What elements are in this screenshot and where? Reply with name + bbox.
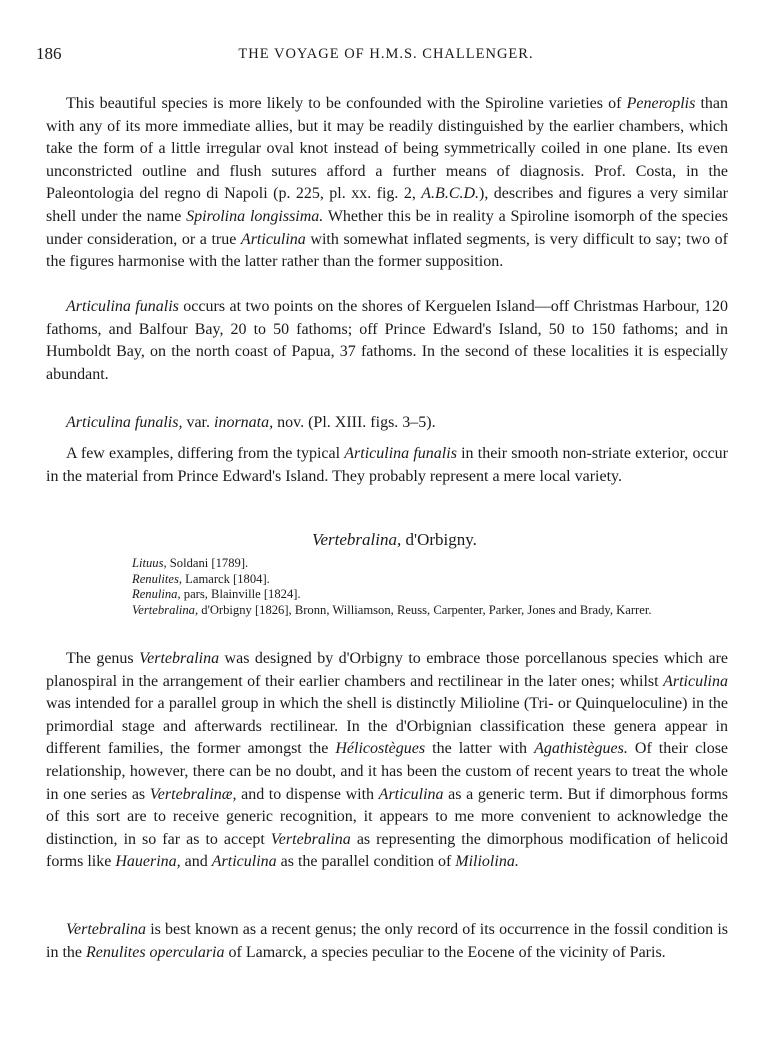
synonymy-entry: Renulina, pars, Blainville [1824]. [132, 587, 301, 601]
document-page: 186 THE VOYAGE OF H.M.S. CHALLENGER. This beautiful species is more likely to be confounded with the Spiroline varieties of Peneroplis than with any of its more immediate allies, but it may be readily distinguished by the earlier chambers, which take the form of a little irregular oval knot instead of being symmetrically coiled in one plane. Its even unconstricted outline and flush sutures afford a further means of diagnosis. Prof. Costa, in the Paleontologia del regno di Napoli (p. 225, pl. xx. fig. 2, A.B.C.D.), describes and figures a very similar shell under the name Spirolina longissima. Whether this be in reality a Spiroline isomorph of the species under consideration, or a true Articulina with somewhat inflated segments, is very difficult to say; two of the figures harmonise with the latter rather than the former supposition. Articulina funalis occurs at two points on the shores of Kerguelen Island—off Christmas Harbour, 120 fathoms, and Balfour Bay, 20 to 50 fathoms; off Prince Edward's Island, 50 to 150 fathoms; and in Humboldt Bay, on the north coast of Papua, 37 fathoms. In the second of these localities it is especially abundant. Articulina funalis, var. inornata, nov. (Pl. XIII. figs. 3–5). A few examples, differing from the typical Articulina funalis in their smooth non-striate exterior, occur in the material from Prince Edward's Island. They probably represent a mere local variety. Vertebralina, d'Orbigny. Lituus, Soldani [1789]. Renulites, Lamarck [1804]. Renulina, pars, Blainville [1824]. Vertebralina, d'Orbigny [1826], Bronn, Williamson, Reuss, Carpenter, Parker, Jones and Brady, Karrer. The genus Vertebralina was designed by d'Orbigny to embrace those porcellanous species which are planospiral in the arrangement of their earlier chambers and rectilinear in the later ones; whilst Articulina was intended for a parallel group in which the shell is distinctly Milioline (Tri- or Quinqueloculine) in the primordial stage and afterwards rectilinear. In the d'Orbignian classification these genera appear in different families, the former amongst the Hélicostègues the latter with Agathistègues. Of their close relationship, however, there can be no doubt, and it has been the custom of recent years to treat the whole in one series as Vertebralinæ, and to dispense with Articulina as a generic term. But if dimorphous forms of this sort are to receive generic recognition, it appears to me more convenient to acknowledge the distinction, in so far as to accept Vertebralina as representing the dimorphous modification of helicoid forms like Hauerina, and Articulina as the parallel condition of Miliolina. Vertebralina is best known as a recent genus; the only record of its occurrence in the fossil condition is in the Renulites opercularia of Lamarck, a species peculiar to the Eocene of the vicinity of Paris. [0, 0, 776, 1050]
synonymy-entry: Renulites, Lamarck [1804]. [132, 571, 270, 586]
synonymy-entry: Vertebralina, d'Orbigny [1826], Bronn, Williamson, Reuss, Carpenter, Parker, Jones and Brady, Karrer. [132, 602, 652, 617]
synonymy-entry: Lituus, Soldani [1789]. [132, 556, 249, 570]
paragraph-localities: Articulina funalis occurs at two points on the shores of Kerguelen Island—off Christmas Harbour, 120 fathoms, and Balfour Bay, 20 to 50 fathoms; off Prince Edward's Island, 50 to 150 fathoms; and in Humboldt Bay, on the north coast of Papua, 37 fathoms. In the second of these localities it is especially abundant. [46, 298, 728, 383]
paragraph-fossil-record: Vertebralina is best known as a recent genus; the only record of its occurrence in the fossil condition is in the Renulites opercularia of Lamarck, a species peculiar to the Eocene of the vicinity of Paris. [46, 921, 728, 961]
variety-heading: Articulina funalis, var. inornata, nov. (Pl. XIII. figs. 3–5). [66, 414, 436, 431]
page-header [36, 44, 736, 72]
synonymy-list [132, 556, 732, 618]
page-number: 186 [36, 44, 62, 63]
paragraph-variety-description: A few examples, differing from the typical Articulina funalis in their smooth non-striate exterior, occur in the material from Prince Edward's Island. They probably represent a mere local variety. [46, 445, 728, 485]
paragraph-genus-discussion: The genus Vertebralina was designed by d'Orbigny to embrace those porcellanous species which are planospiral in the arrangement of their earlier chambers and rectilinear in the later ones; whilst Articulina was intended for a parallel group in which the shell is distinctly Milioline (Tri- or Quinqueloculine) in the primordial stage and afterwards rectilinear. In the d'Orbignian classification these genera appear in different families, the former amongst the Hélicostègues the latter with Agathistègues. Of their close relationship, however, there can be no doubt, and it has been the custom of recent years to treat the whole in one series as Vertebralinæ, and to dispense with Articulina as a generic term. But if dimorphous forms of this sort are to receive generic recognition, it appears to me more convenient to acknowledge the distinction, in so far as to accept Vertebralina as representing the dimorphous modification of helicoid forms like Hauerina, and Articulina as the parallel condition of Miliolina. [46, 650, 729, 871]
paragraph-species-comparison: This beautiful species is more likely to be confounded with the Spiroline varieties of Peneroplis than with any of its more immediate allies, but it may be readily distinguished by the earlier chambers, which take the form of a little irregular oval knot instead of being symmetrically coiled in one plane. Its even unconstricted outline and flush sutures afford a further means of diagnosis. Prof. Costa, in the Paleontologia del regno di Napoli (p. 225, pl. xx. fig. 2, A.B.C.D.), describes and figures a very similar shell under the name Spirolina longissima. Whether this be in reality a Spiroline isomorph of the species under consideration, or a true Articulina with somewhat inflated segments, is very difficult to say; two of the figures harmonise with the latter rather than the former supposition. [46, 95, 729, 271]
running-title: THE VOYAGE OF H.M.S. CHALLENGER. [238, 46, 534, 62]
